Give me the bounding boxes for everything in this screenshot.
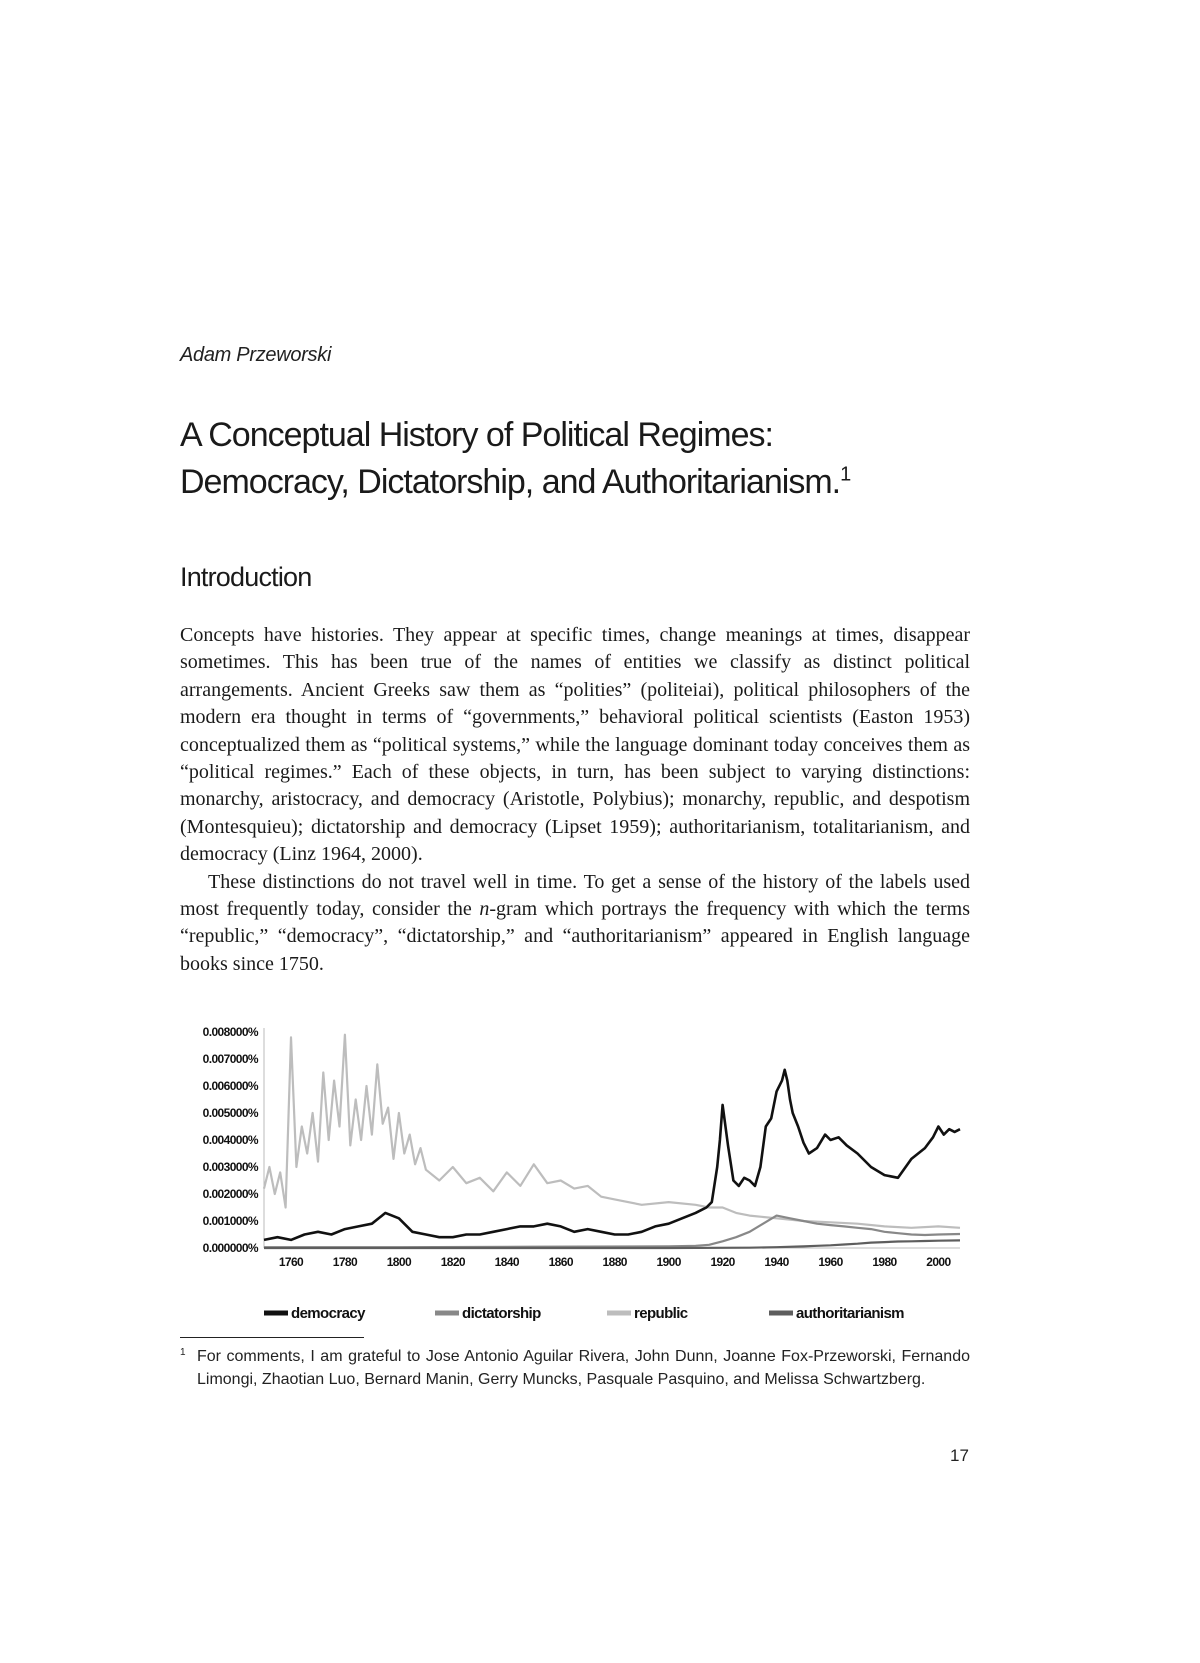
- x-tick-label: 1860: [548, 1255, 573, 1269]
- x-tick-label: 1820: [440, 1255, 465, 1269]
- x-tick-label: 1760: [278, 1255, 304, 1269]
- y-tick-label: 0.001000%: [202, 1214, 258, 1228]
- series-line-dictatorship: [264, 1216, 960, 1248]
- y-tick-label: 0.005000%: [202, 1106, 258, 1120]
- x-tick-label: 1900: [656, 1255, 681, 1269]
- paragraph-2-part-1: These distinctions do not travel well in time. To get a sense of the history of the labels used most frequently today, consider the: [180, 870, 970, 921]
- y-tick-label: 0.006000%: [202, 1079, 258, 1093]
- legend-label-dictatorship: dictatorship: [462, 1305, 541, 1322]
- paragraph-2-italic: n: [479, 898, 490, 921]
- y-tick-label: 0.000000%: [202, 1241, 258, 1255]
- x-tick-label: 1920: [710, 1255, 735, 1269]
- title-line-1: A Conceptual History of Political Regimes:: [180, 416, 773, 454]
- legend-label-republic: republic: [634, 1305, 688, 1322]
- legend-label-authoritarianism: authoritarianism: [796, 1305, 904, 1322]
- legend-label-democracy: democracy: [291, 1305, 365, 1322]
- section-heading: Introduction: [180, 562, 312, 592]
- paragraph-2: [180, 869, 970, 979]
- paragraph-1: Concepts have histories. They appear at specific times, change meanings at times, disappear sometimes. This has been true of the names of entities we classify as distinct political arrangements. Ancient Greeks saw them as “polities” (politeiai), political philosophers of the modern era thought in terms of “governments,” behavioral political scientists (Easton 1953) conceptualized them as “political systems,” while the language dominant today conceives them as “political regimes.” Each of these objects, in turn, has been subject to varying distinctions: monarchy, aristocracy, and democracy (Aristotle, Polybius); monarchy, republic, and despotism (Montesquieu); dictatorship and democracy (Lipset 1959); authoritarianism, totalitarianism, and democracy (Linz 1964, 2000).: [180, 624, 970, 866]
- body-text: [180, 622, 970, 978]
- y-tick-label: 0.007000%: [202, 1052, 258, 1066]
- series-line-republic: [264, 1035, 960, 1228]
- y-tick-label: 0.003000%: [202, 1160, 258, 1174]
- x-tick-label: 1980: [872, 1255, 897, 1269]
- y-tick-label: 0.002000%: [202, 1187, 258, 1201]
- x-tick-label: 2000: [926, 1255, 951, 1269]
- title-line-2: [180, 459, 1000, 506]
- x-tick-label: 1940: [764, 1255, 789, 1269]
- ngram-chart: [172, 1022, 972, 1336]
- footnote-rule: [180, 1337, 364, 1338]
- y-tick-label: 0.004000%: [202, 1133, 258, 1147]
- y-tick-label: 0.008000%: [202, 1025, 258, 1039]
- title-footnote-mark[interactable]: 1: [840, 463, 851, 486]
- x-tick-label: 1960: [818, 1255, 843, 1269]
- footnote-text: For comments, I am grateful to Jose Antonio Aguilar Rivera, John Dunn, Joanne Fox-Przeworski, Fernando Limongi, Zhaotian Luo, Bernard Manin, Gerry Muncks, Pasquale Pasquino, and Melissa Schwartzberg.: [197, 1348, 970, 1388]
- paper-title: [180, 412, 1000, 506]
- paragraph-2-part-2: -gram which portrays the frequency with which the terms “republic,” “democracy”, “dictatorship,” and “authoritarianism” appeared in English language books since 1750.: [180, 898, 971, 975]
- page-number: 17: [950, 1446, 969, 1465]
- x-tick-label: 1780: [332, 1255, 358, 1269]
- title-line-2-text: Democracy, Dictatorship, and Authoritarianism.: [180, 463, 841, 501]
- footnote-mark: 1: [180, 1347, 186, 1358]
- x-tick-label: 1840: [494, 1255, 519, 1269]
- footnote: [180, 1345, 970, 1391]
- author-name: Adam Przeworski: [180, 344, 332, 366]
- x-tick-label: 1880: [602, 1255, 627, 1269]
- x-tick-label: 1800: [386, 1255, 412, 1269]
